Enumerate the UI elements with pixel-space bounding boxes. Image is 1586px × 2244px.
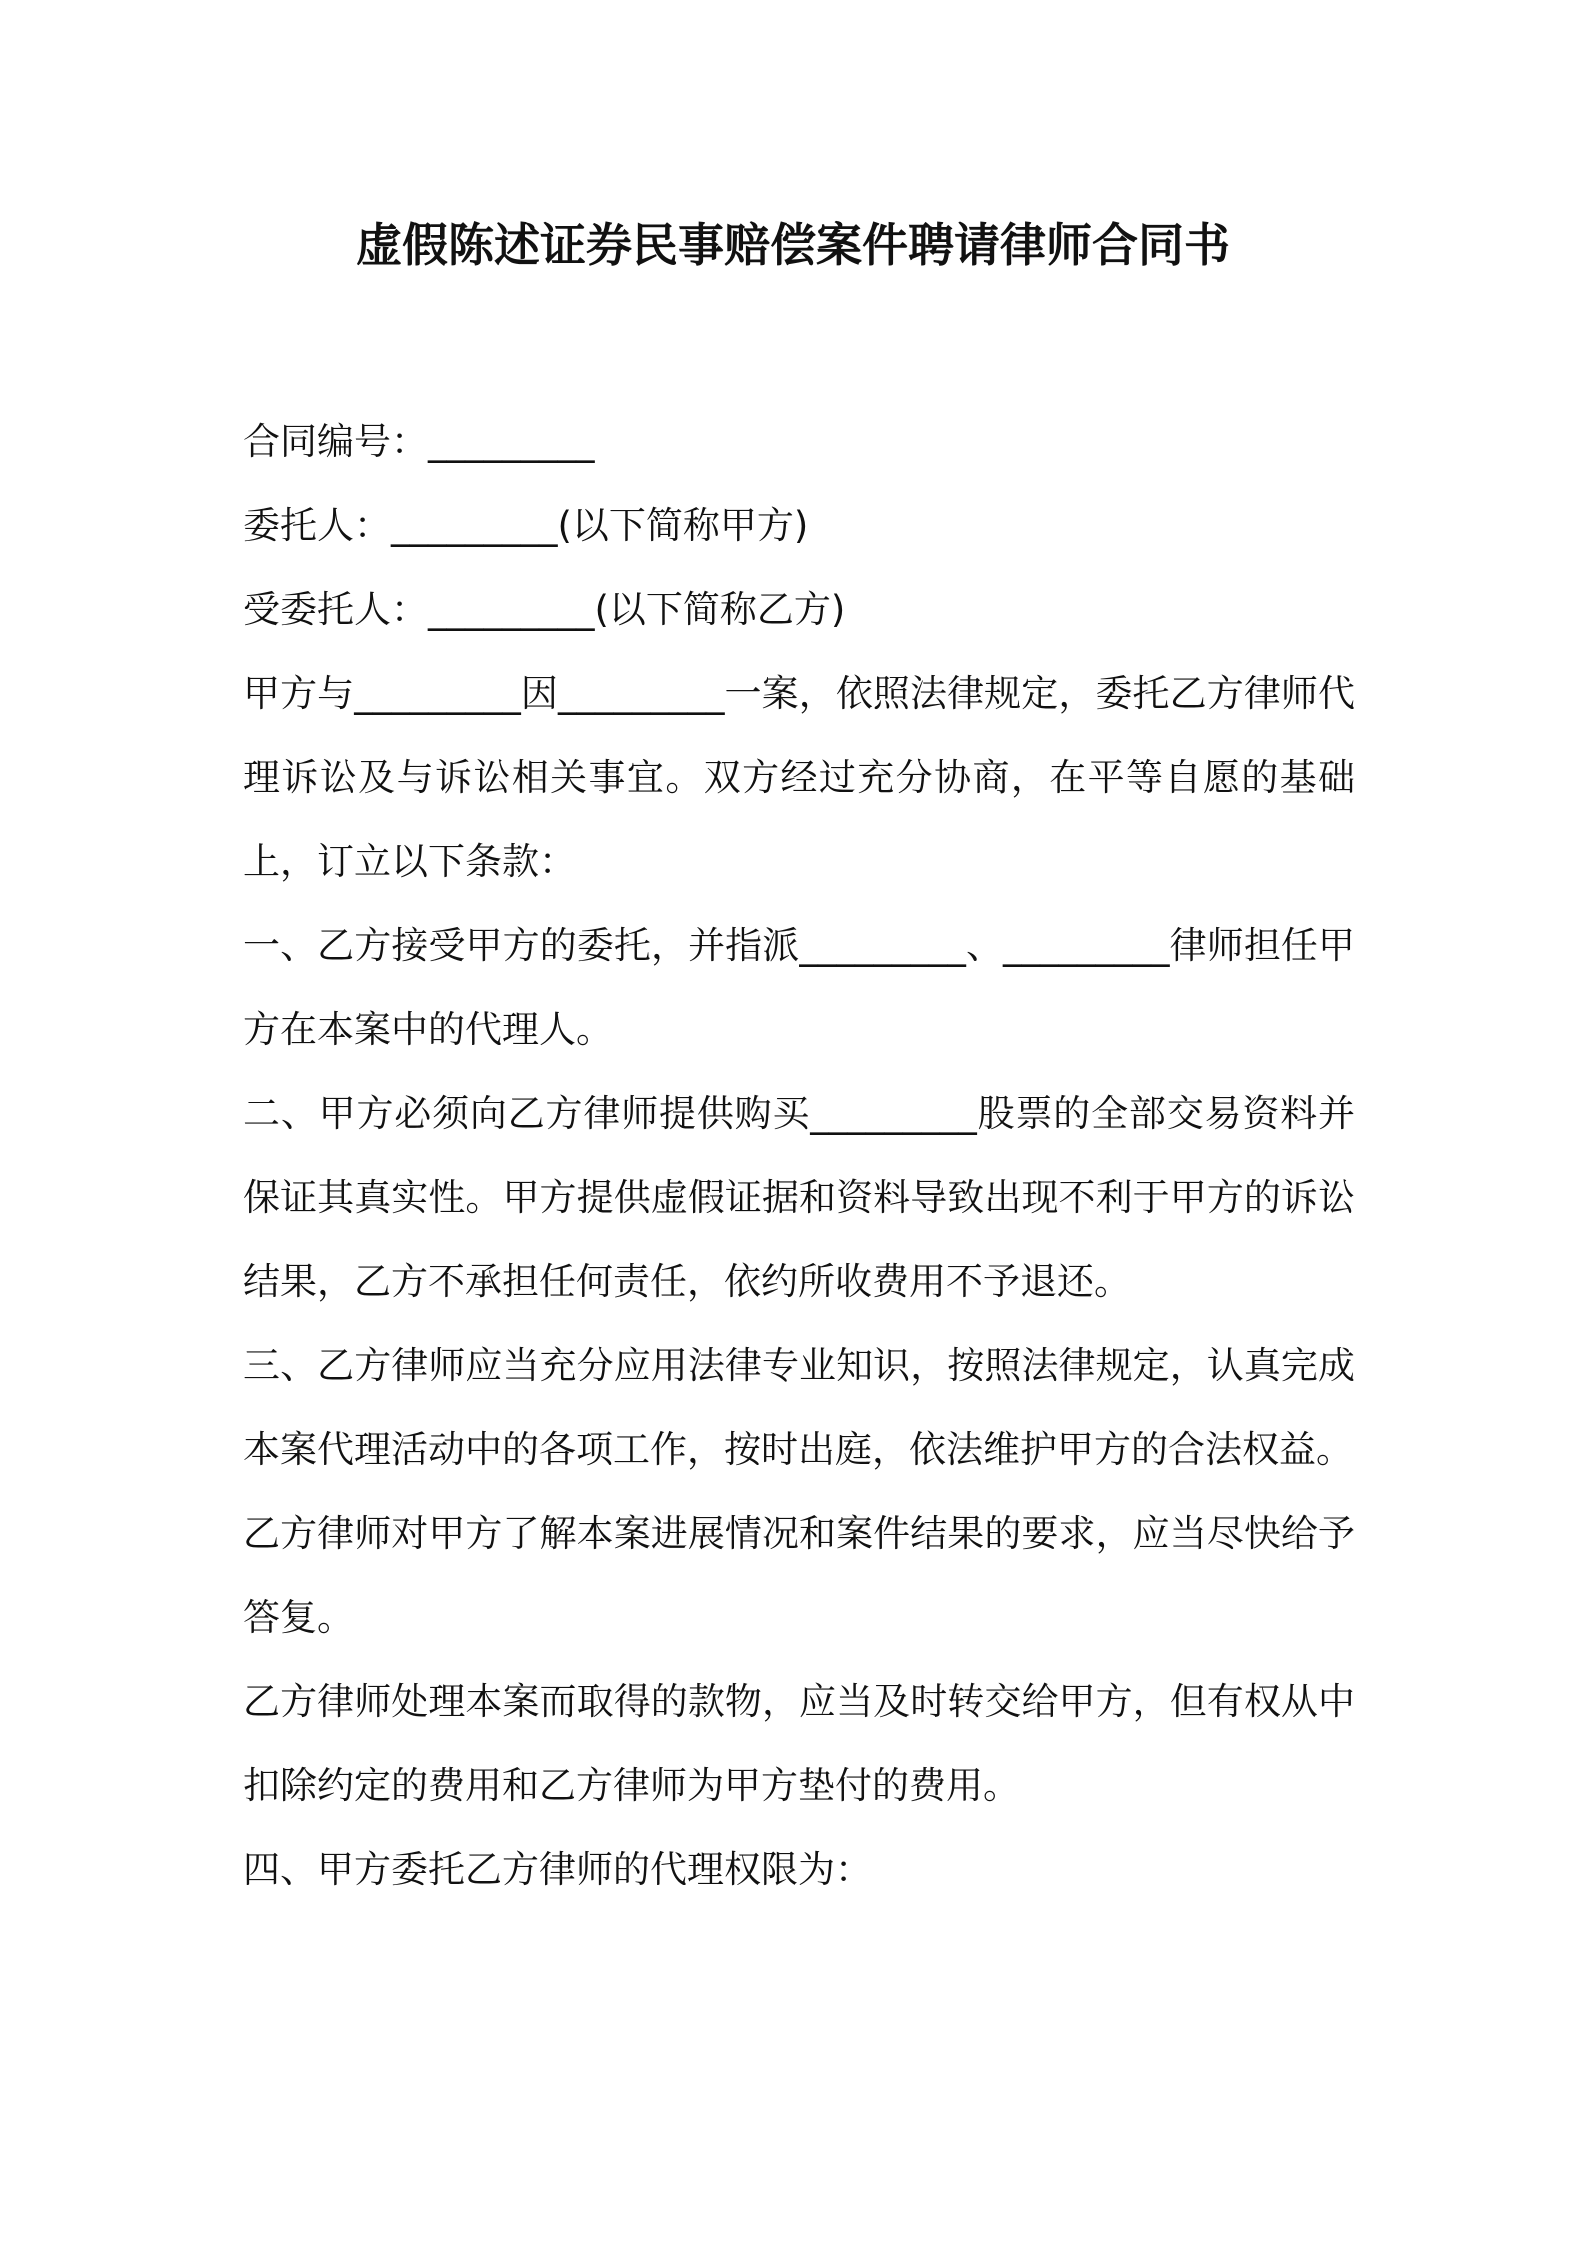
clause-2-paragraph: 二、甲方必须向乙方律师提供购买_________股票的全部交易资料并保证其真实性。甲方提供虚假证据和资料导致出现不利于甲方的诉讼结果，乙方不承担任何责任，依约所收费用不予退还。: [243, 1092, 1355, 1303]
clause-4-paragraph: 四、甲方委托乙方律师的代理权限为：: [243, 1848, 872, 1891]
intro-paragraph: 甲方与_________因_________一案，依照法律规定，委托乙方律师代理诉讼及与诉讼相关事宜。双方经过充分协商，在平等自愿的基础上，订立以下条款：: [243, 672, 1355, 883]
principal-field: 委托人：_________(以下简称甲方): [243, 504, 809, 547]
document-body: [243, 400, 1355, 1912]
clause-3-paragraph: 三、乙方律师应当充分应用法律专业知识，按照法律规定，认真完成本案代理活动中的各项工作，按时出庭，依法维护甲方的合法权益。: [243, 1344, 1355, 1471]
clause-3-reply-paragraph: 乙方律师对甲方了解本案进展情况和案件结果的要求，应当尽快给予答复。: [243, 1512, 1355, 1639]
agent-field: 受委托人：_________(以下简称乙方): [243, 588, 846, 631]
document-title: 虚假陈述证券民事赔偿案件聘请律师合同书: [356, 218, 1230, 272]
clause-1-paragraph: 一、乙方接受甲方的委托，并指派_________、_________律师担任甲方在本案中的代理人。: [243, 924, 1355, 1051]
clause-3-funds-paragraph: 乙方律师处理本案而取得的款物，应当及时转交给甲方，但有权从中扣除约定的费用和乙方律师为甲方垫付的费用。: [243, 1680, 1355, 1807]
contract-number-field: 合同编号：_________: [243, 420, 595, 463]
